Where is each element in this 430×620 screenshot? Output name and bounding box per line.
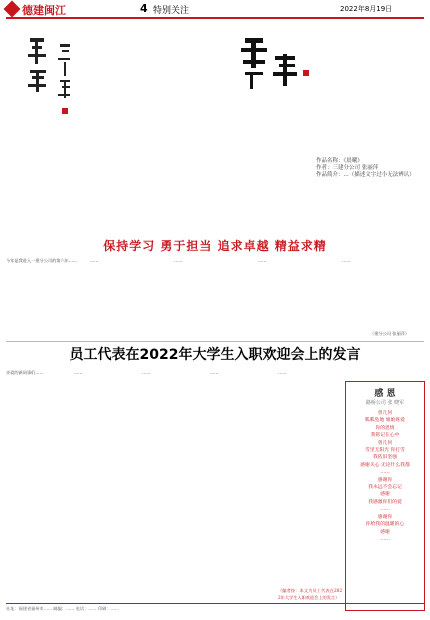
page-number: 4 [140, 2, 148, 15]
article-bottom-col-3: …… [142, 370, 151, 375]
article-bottom-col-5: …… [278, 370, 287, 375]
article-bottom-col-4: …… [210, 370, 219, 375]
newspaper-logo-icon [4, 1, 21, 18]
poem-line: 呱呱坠地 娘娘疼爱 [365, 418, 405, 424]
section-divider [6, 341, 424, 342]
calligraphy-artwork-right [215, 30, 315, 110]
calligraphy-artwork-left [22, 28, 92, 128]
article-top-signature: （建分公司 张丽萍） [370, 331, 410, 336]
poem-line: 曾几何 [377, 440, 393, 446]
banner-title: 保持学习 勇于担当 追求卓越 精益求精 [103, 239, 327, 253]
editor-note: （编者按：本文为员工代表在2022年大学生入职欢迎会上的发言） [278, 588, 342, 600]
poem-author: 路桥公司 张 晓军 [365, 400, 405, 406]
poem-line: 我依旧坚强 [373, 455, 397, 461]
poem-line: 感谢你 [377, 477, 393, 483]
newspaper-name: 德建闽江 [22, 4, 66, 17]
artwork-caption [316, 158, 426, 180]
poem-line: 你的恩情 [375, 425, 395, 431]
page-footer: 社址：福建省福州市…… 邮编：…… 电话：…… 印刷：…… [6, 606, 119, 611]
poem-line: 我铭记在心中 [370, 433, 400, 439]
poem-lines [350, 410, 420, 543]
poem-line: 我感激你们的爱 [368, 499, 402, 505]
article-bottom-col-2: …… [74, 370, 83, 375]
artwork-description: 作品简介：...（描述文字过小无法辨认） [316, 172, 415, 179]
section-title: 特别关注 [153, 6, 190, 16]
poem-line: 你给我的温暖的心 [365, 522, 405, 528]
feature-banner [6, 235, 424, 259]
page-header [0, 0, 430, 18]
article-top-col-5: …… [342, 258, 351, 263]
article-headline: 员工代表在2022年大学生入职欢迎会上的发言 [69, 347, 361, 363]
article-top-col-3: …… [174, 258, 183, 263]
footer-rule [6, 603, 424, 604]
poem-line: 雪里无阳光 你打雪 [365, 448, 405, 454]
article-top-col-1: 今年是我进入一建分公司的第六年…… [6, 258, 78, 263]
poem-line: …… [380, 536, 390, 542]
poem-line: 感谢关心 无论什么我都 [360, 462, 410, 468]
poem-sidebar [345, 381, 425, 611]
poem-line: …… [380, 470, 390, 476]
article-bottom-col-1: 亲爱的新同事们…… [6, 370, 44, 375]
poem-line: 感谢你 [377, 514, 393, 520]
poem-line: 我永远不会忘记 [368, 485, 402, 491]
header-rule [6, 17, 424, 19]
poem-line: 感谢 [380, 492, 390, 498]
artwork-title: 作品名称：《晨曦》 [316, 158, 363, 164]
issue-date: 2022年8月19日 [340, 5, 393, 13]
poem-line: 曾几何 [377, 411, 393, 416]
poem-title: 感 恩 [374, 389, 396, 399]
article-top-col-2: …… [90, 258, 99, 263]
poem-line: …… [380, 507, 390, 513]
article-top-col-4: …… [258, 258, 267, 263]
artwork-author: 作者：三建分公司 张丽萍 [316, 165, 379, 172]
poem-line: 感谢 [380, 529, 390, 535]
